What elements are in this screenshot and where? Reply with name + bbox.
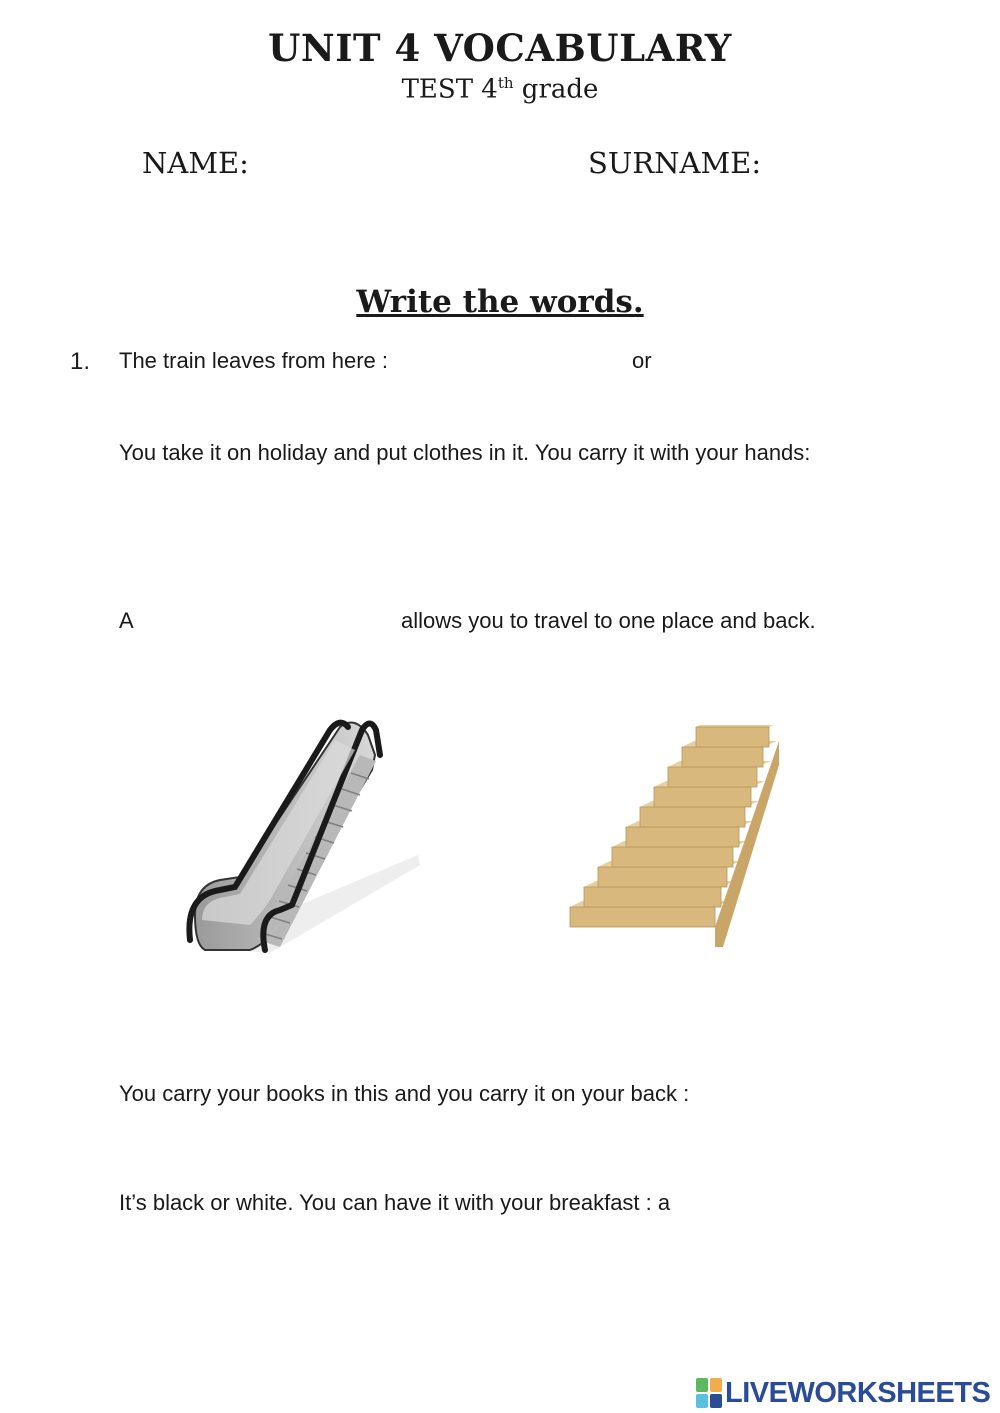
logo-square-orange (710, 1378, 722, 1392)
stair-riser (612, 847, 733, 867)
stair-riser (668, 767, 757, 787)
escalator-image (180, 715, 430, 960)
name-label: NAME: (142, 146, 249, 180)
subtitle-grade: grade (513, 74, 599, 105)
question-2-text: You take it on holiday and put clothes in it. You carry it with your hands: (119, 440, 811, 465)
question-4-text: You carry your books in this and you carry it on your back : (119, 1081, 690, 1106)
logo-icon (696, 1378, 722, 1408)
stair-riser (654, 787, 751, 807)
logo-square-navy (710, 1394, 722, 1408)
stair-riser (570, 907, 715, 927)
stair-riser (640, 807, 745, 827)
surname-label: SURNAME: (588, 146, 762, 180)
question-3-start: A (119, 608, 134, 633)
stairs-image (565, 725, 785, 950)
liveworksheets-logo (696, 1376, 990, 1410)
instruction-heading: Write the words. (356, 284, 644, 320)
question-3-end: allows you to travel to one place and back. (401, 608, 816, 633)
question-number: 1. (70, 348, 91, 375)
stair-riser (626, 827, 739, 847)
subtitle-ordinal: th (497, 74, 514, 92)
worksheet-title: UNIT 4 VOCABULARY (268, 26, 732, 70)
logo-square-green (696, 1378, 708, 1392)
stair-riser (584, 887, 721, 907)
stair-riser (598, 867, 727, 887)
subtitle-test: TEST 4 (401, 74, 498, 105)
question-1-text: The train leaves from here : (119, 348, 389, 373)
logo-square-blue (696, 1394, 708, 1408)
stair-riser (682, 747, 763, 767)
worksheet-subtitle (0, 74, 1000, 105)
question-5-text: It’s black or white. You can have it with your breakfast : a (119, 1190, 671, 1215)
question-1-or: or (632, 348, 652, 373)
logo-text: LIVEWORKSHEETS (725, 1376, 991, 1409)
stair-riser (696, 727, 769, 747)
